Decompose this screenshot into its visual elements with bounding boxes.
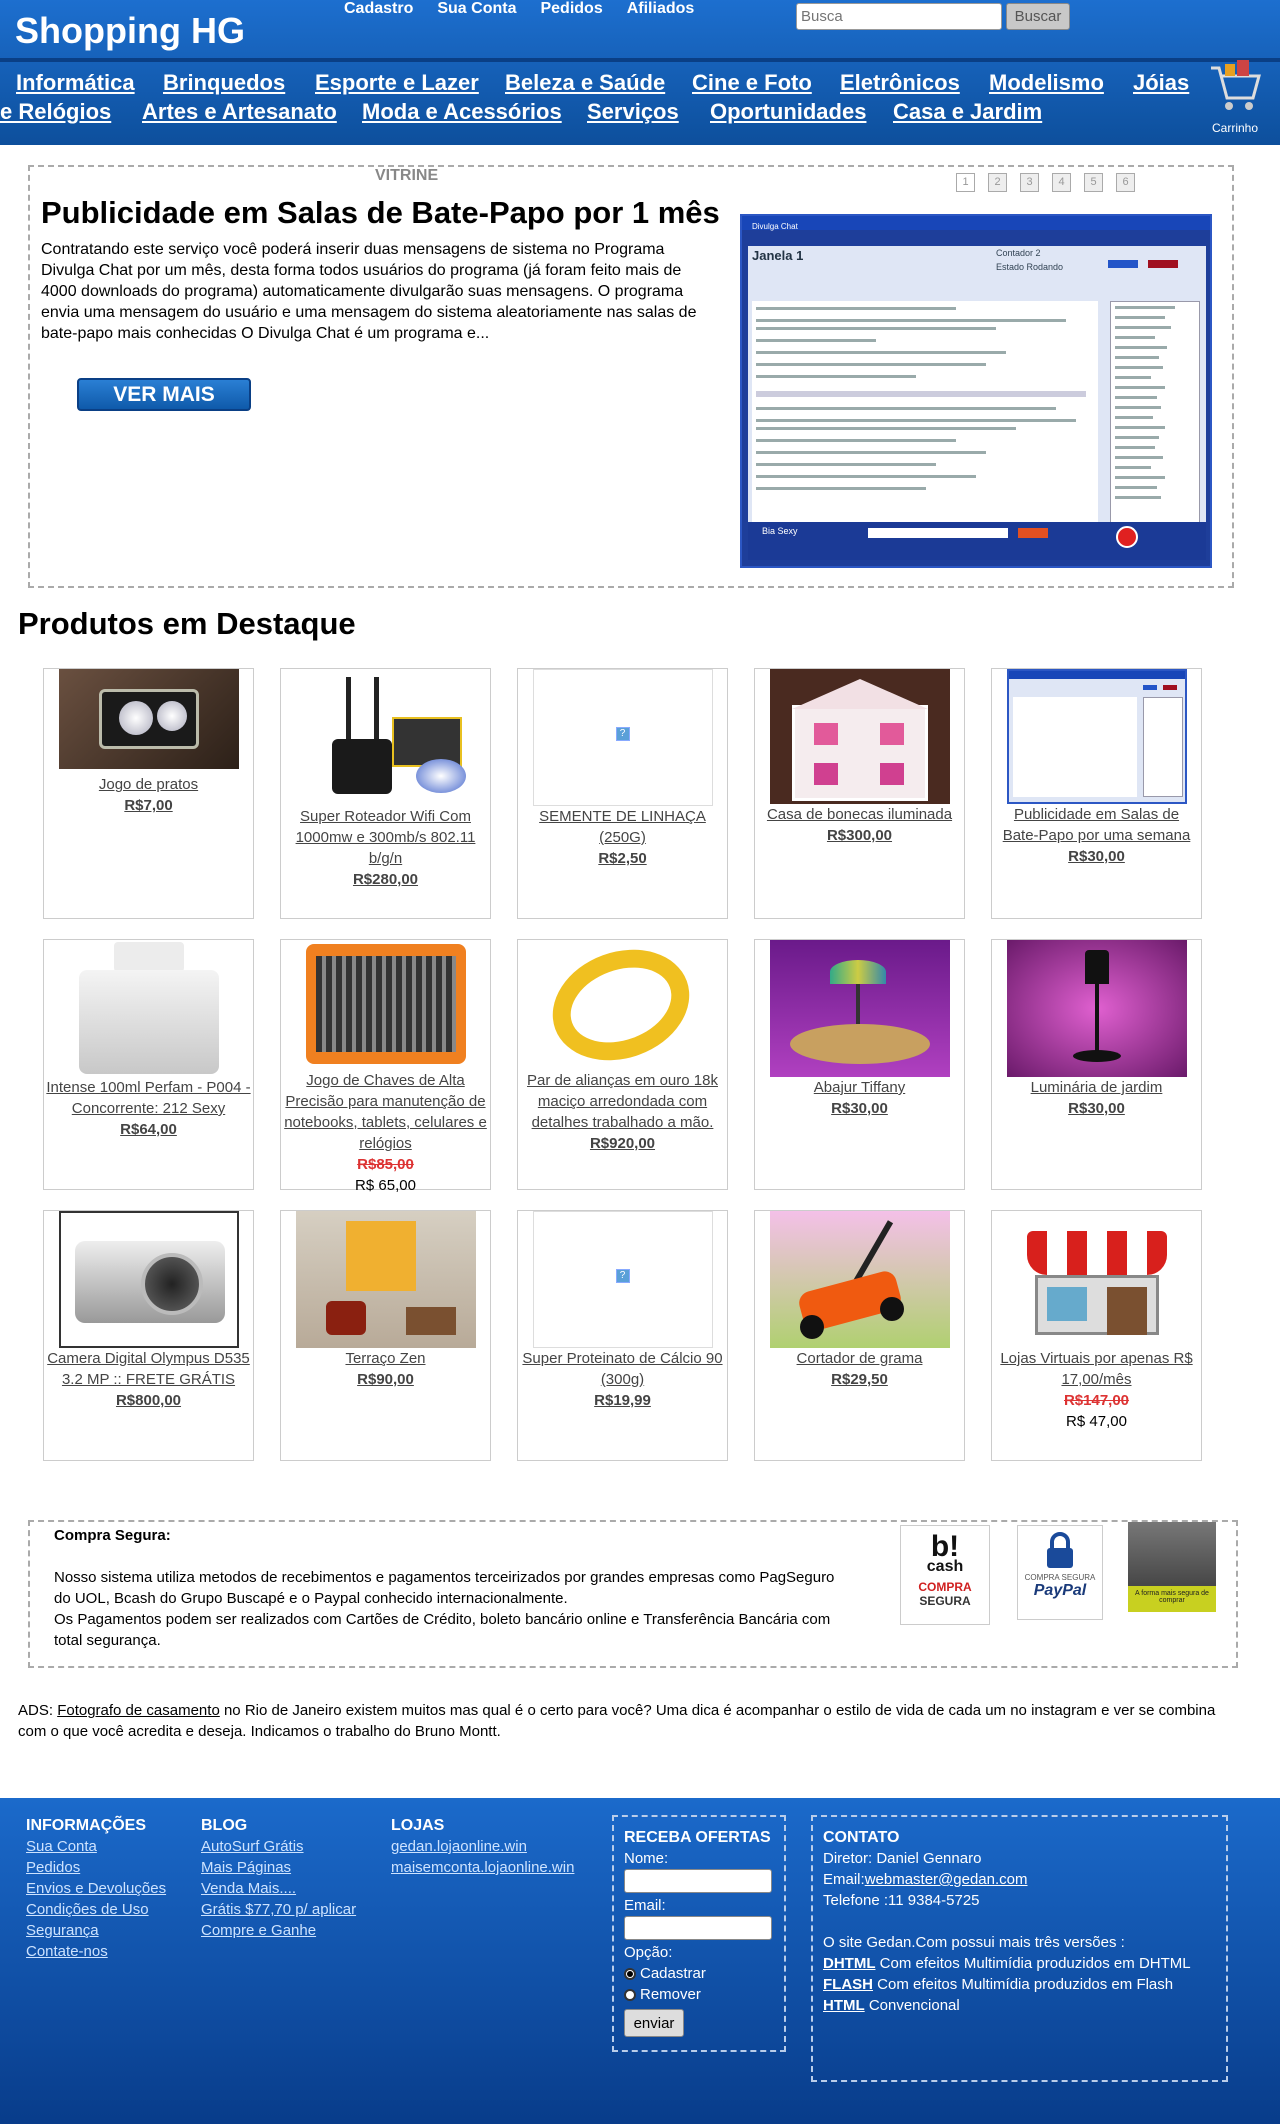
product-new-price: R$ 65,00 xyxy=(355,1177,416,1194)
product-image-virtual-store[interactable] xyxy=(1007,1211,1187,1348)
product-image-chat[interactable] xyxy=(1007,669,1187,804)
product-card[interactable] xyxy=(754,939,965,1190)
product-name[interactable]: Lojas Virtuais por apenas R$ 17,00/mês xyxy=(1000,1350,1193,1388)
footer-info xyxy=(26,1815,166,1962)
cart-label: Carrinho xyxy=(1211,121,1259,135)
contact-title: CONTATO xyxy=(823,1829,900,1846)
lock-icon xyxy=(1043,1532,1077,1570)
product-card[interactable] xyxy=(517,668,728,919)
footer-link[interactable]: Condições de Uso xyxy=(26,1901,149,1918)
product-name[interactable]: Luminária de jardim xyxy=(1030,1079,1163,1096)
footer-link[interactable]: Contate-nos xyxy=(26,1943,108,1960)
footer-link[interactable]: Segurança xyxy=(26,1922,99,1939)
site-footer xyxy=(0,1798,1280,2124)
secure-text xyxy=(54,1567,844,1651)
cart-icon xyxy=(1207,58,1263,118)
search-button[interactable]: Buscar xyxy=(1006,3,1070,30)
email-label: Email: xyxy=(624,1897,666,1914)
pager-6[interactable]: 6 xyxy=(1116,173,1135,192)
nav-afiliados[interactable]: Afiliados xyxy=(626,0,695,17)
secure-text-2: Os Pagamentos podem ser realizados com Cartões de Crédito, boleto bancário online e Transferência Bancária com total segurança. xyxy=(54,1611,831,1649)
product-price: R$29,50 xyxy=(831,1371,888,1388)
newsletter-email-input[interactable] xyxy=(624,1916,772,1940)
footer-link[interactable]: Pedidos xyxy=(26,1859,81,1876)
product-old-price: R$85,00 xyxy=(357,1156,414,1173)
contact-director: Diretor: Daniel Gennaro xyxy=(823,1850,982,1867)
version-flash-link[interactable]: FLASH xyxy=(823,1976,873,1993)
product-image-screwdriver-kit[interactable] xyxy=(296,940,476,1070)
name-label: Nome: xyxy=(624,1850,669,1867)
app-body: Janela 1 Contador 2 Estado Rodando xyxy=(748,246,1206,556)
site-header xyxy=(0,0,1280,145)
pager-4[interactable]: 4 xyxy=(1052,173,1071,192)
product-card[interactable] xyxy=(280,939,491,1194)
ads-link[interactable]: Fotografo de casamento xyxy=(57,1702,220,1719)
product-price: R$30,00 xyxy=(831,1100,888,1117)
nav-cadastro[interactable]: Cadastro xyxy=(344,0,414,17)
contact-email: Email:webmaster@gedan.com xyxy=(823,1871,1028,1888)
product-name[interactable]: Casa de bonecas iluminada xyxy=(766,806,953,823)
product-card[interactable] xyxy=(43,1210,254,1461)
product-name[interactable]: Intense 100ml Perfam - P004 - Concorrente: 212 Sexy xyxy=(46,1079,251,1117)
product-price: R$300,00 xyxy=(826,827,893,844)
user-list-icon xyxy=(1111,302,1201,527)
newsletter-name-input[interactable] xyxy=(624,1869,772,1893)
pager-2[interactable]: 2 xyxy=(988,173,1007,192)
footer-link[interactable]: AutoSurf Grátis xyxy=(201,1838,304,1855)
footer-link[interactable]: Mais Páginas xyxy=(201,1859,292,1876)
bcash-badge[interactable]: b! cash COMPRA SEGURA xyxy=(900,1525,990,1625)
product-image-garden-light[interactable] xyxy=(1007,940,1187,1077)
versions-intro: O site Gedan.Com possui mais três versões : xyxy=(823,1934,1125,1951)
contact-email-link[interactable]: webmaster@gedan.com xyxy=(864,1871,1028,1888)
footer-stores xyxy=(391,1815,574,1878)
category-joias[interactable]: Jóias xyxy=(1133,70,1190,95)
category-beleza-saude[interactable]: Beleza e Saúde xyxy=(505,70,666,95)
category-eletronicos[interactable]: Eletrônicos xyxy=(840,70,960,95)
search-input[interactable] xyxy=(796,3,1002,30)
contact-phone: Telefone :11 9384-5725 xyxy=(823,1892,980,1909)
nav-pedidos[interactable]: Pedidos xyxy=(540,0,603,17)
product-card[interactable] xyxy=(754,1210,965,1461)
product-name[interactable]: Jogo de pratos xyxy=(98,776,199,793)
category-moda[interactable]: Moda e Acessórios xyxy=(362,99,562,124)
product-card[interactable] xyxy=(517,939,728,1190)
product-price: R$19,99 xyxy=(594,1392,651,1409)
app-bottom-bar: Bia Sexy xyxy=(748,522,1206,560)
product-price: R$30,00 xyxy=(1068,1100,1125,1117)
category-cine-foto[interactable]: Cine e Foto xyxy=(692,70,812,95)
product-name[interactable]: Terraço Zen xyxy=(345,1350,426,1367)
product-card[interactable] xyxy=(991,1210,1202,1461)
showcase-description: Contratando este serviço você poderá inserir duas mensagens de sistema no Programa Divulga Chat por um mês, desta forma todos usuários do programa (já foram feito mais de 4000 downloads do programa) automaticamente divulgarão suas mensagens. O programa envia uma mensagem do usuário e uma mensagem do sistema aleatoriamente nas salas de bate-papo mais conhecidas O Divulga Chat é um programa e... xyxy=(41,241,697,342)
category-servicos[interactable]: Serviços xyxy=(587,99,679,124)
showcase-box xyxy=(28,165,1234,588)
product-image-lamp[interactable] xyxy=(770,940,950,1077)
product-card[interactable] xyxy=(43,939,254,1190)
footer-stores-title: LOJAS xyxy=(391,1817,445,1834)
product-new-price: R$ 47,00 xyxy=(1066,1413,1127,1430)
footer-blog-title: BLOG xyxy=(201,1817,248,1834)
product-card[interactable] xyxy=(43,668,254,919)
see-more-button[interactable]: VER MAIS xyxy=(77,378,251,411)
top-nav xyxy=(344,0,694,18)
pagseguro-badge[interactable]: A forma mais segura de comprar xyxy=(1128,1522,1216,1612)
ads-prefix: ADS: xyxy=(18,1702,54,1719)
category-oportunidades[interactable]: Oportunidades xyxy=(710,99,867,124)
product-image-perfume[interactable] xyxy=(59,940,239,1077)
footer-link[interactable]: Sua Conta xyxy=(26,1838,97,1855)
version-html-link[interactable]: HTML xyxy=(823,1997,865,2014)
product-price: R$280,00 xyxy=(352,871,419,888)
footer-link[interactable]: Compre e Ganhe xyxy=(201,1922,317,1939)
product-price: R$90,00 xyxy=(357,1371,414,1388)
site-logo[interactable]: Shopping HG xyxy=(15,10,245,51)
category-artes[interactable]: Artes e Artesanato xyxy=(142,99,337,124)
footer-link[interactable]: Venda Mais.... xyxy=(201,1880,297,1897)
product-price: R$2,50 xyxy=(598,850,647,867)
pager-1[interactable]: 1 xyxy=(956,173,975,192)
radio-off-icon xyxy=(624,1989,636,2001)
broken-image-icon: ? xyxy=(616,1269,630,1283)
footer-info-title: INFORMAÇÕES xyxy=(26,1817,146,1834)
featured-heading: Produtos em Destaque xyxy=(18,606,356,641)
product-old-price: R$147,00 xyxy=(1063,1392,1130,1409)
product-image-zen[interactable] xyxy=(296,1211,476,1348)
category-modelismo[interactable]: Modelismo xyxy=(989,70,1104,95)
footer-link[interactable]: gedan.lojaonline.win xyxy=(391,1838,527,1855)
product-card[interactable] xyxy=(991,939,1202,1190)
product-name[interactable]: Camera Digital Olympus D535 3.2 MP :: FRETE GRÁTIS xyxy=(47,1350,250,1388)
showcase-pager xyxy=(956,173,1135,192)
newsletter-title: RECEBA OFERTAS xyxy=(624,1829,771,1846)
product-price: R$800,00 xyxy=(115,1392,182,1409)
product-name[interactable]: Par de alianças em ouro 18k maciço arredondada com detalhes trabalhado a mão. xyxy=(527,1072,718,1131)
footer-blog xyxy=(201,1815,356,1941)
category-casa-jardim[interactable]: Casa e Jardim xyxy=(893,99,1043,124)
product-image-mower[interactable] xyxy=(770,1211,950,1348)
product-card[interactable] xyxy=(991,668,1202,919)
version-dhtml-link[interactable]: DHTML xyxy=(823,1955,876,1972)
contact-box: CONTATO Diretor: Daniel Gennaro Email:webmaster@gedan.com Telefone :11 9384-5725 O site Gedan.Com possui mais três versões : DHTML Com efeitos Multimídia produzidos em DHTML FLASH Com efeitos Multimídia produzidos em Flash HTML Convencional xyxy=(811,1815,1228,2082)
product-name[interactable]: Jogo de Chaves de Alta Precisão para manutenção de notebooks, tablets, celulares e relógios xyxy=(284,1072,487,1152)
paypal-badge[interactable]: COMPRA SEGURA PayPal xyxy=(1017,1525,1103,1620)
product-image-plates[interactable] xyxy=(59,669,239,769)
product-name[interactable]: Cortador de grama xyxy=(796,1350,923,1367)
product-name[interactable]: SEMENTE DE LINHAÇA (250G) xyxy=(539,808,706,846)
product-image-dollhouse[interactable] xyxy=(770,669,950,804)
showcase-image[interactable] xyxy=(740,214,1212,568)
header-divider xyxy=(0,58,1280,62)
product-image-placeholder[interactable] xyxy=(533,669,713,806)
product-price: R$920,00 xyxy=(589,1135,656,1152)
product-name[interactable]: Abajur Tiffany xyxy=(813,1079,906,1096)
radio-remover[interactable]: Remover xyxy=(624,1984,774,2005)
showcase-title[interactable]: Publicidade em Salas de Bate-Papo por 1 mês xyxy=(41,195,720,230)
ads-body: no Rio de Janeiro existem muitos mas qual é o certo para você? Uma dica é acompanhar o estilo de vida de cada um no instagram e ver se combina com o que você acredita e deseja. Indicamos o trabalho do Bruno Montt. xyxy=(18,1702,1216,1740)
app-messages xyxy=(752,301,1098,526)
product-price: R$64,00 xyxy=(120,1121,177,1138)
footer-link[interactable]: Grátis $77,70 p/ aplicar xyxy=(201,1901,357,1918)
cart-button[interactable] xyxy=(1200,58,1270,135)
product-price: R$30,00 xyxy=(1068,848,1125,865)
product-image-rings[interactable] xyxy=(533,940,713,1070)
category-esporte-lazer[interactable]: Esporte e Lazer xyxy=(315,70,479,95)
option-label: Opção: xyxy=(624,1944,673,1961)
product-card[interactable] xyxy=(280,668,491,919)
product-card[interactable] xyxy=(280,1210,491,1461)
secure-title: Compra Segura: xyxy=(54,1527,171,1544)
product-card[interactable] xyxy=(517,1210,728,1461)
app-userlist xyxy=(1110,301,1200,526)
footer-link[interactable]: maisemconta.lojaonline.win xyxy=(391,1859,575,1876)
radio-cadastrar[interactable]: Cadastrar xyxy=(624,1963,774,1984)
secure-purchase-box xyxy=(28,1520,1238,1668)
product-name[interactable]: Publicidade em Salas de Bate-Papo por uma semana xyxy=(1002,806,1191,844)
category-informatica[interactable]: Informática xyxy=(16,70,135,95)
product-image-placeholder[interactable] xyxy=(533,1211,713,1348)
broken-image-icon: ? xyxy=(616,727,630,741)
product-image-router[interactable] xyxy=(296,669,476,806)
category-relogios[interactable]: e Relógios xyxy=(0,99,112,124)
radio-on-icon xyxy=(624,1968,636,1980)
product-card[interactable] xyxy=(754,668,965,919)
secure-text-1: Nosso sistema utiliza metodos de recebimentos e pagamentos terceirizados por grandes empresas como PagSeguro do UOL, Bcash do Grupo Buscapé e o Paypal conhecido internacionalmente. xyxy=(54,1569,835,1607)
category-brinquedos[interactable]: Brinquedos xyxy=(163,70,286,95)
nav-sua-conta[interactable]: Sua Conta xyxy=(437,0,517,17)
chat-lines-icon xyxy=(752,301,1098,526)
pager-3[interactable]: 3 xyxy=(1020,173,1039,192)
product-name[interactable]: Super Proteinato de Cálcio 90 (300g) xyxy=(522,1350,723,1388)
product-price: R$7,00 xyxy=(124,797,173,814)
newsletter-box xyxy=(612,1815,786,2052)
pager-5[interactable]: 5 xyxy=(1084,173,1103,192)
product-name[interactable]: Super Roteador Wifi Com 1000mw e 300mb/s 802.11 b/g/n xyxy=(295,808,476,867)
ads-text xyxy=(18,1700,1243,1742)
app-titlebar: Divulga Chat xyxy=(742,216,1210,230)
showcase-tag: VITRINE xyxy=(375,167,439,184)
send-button[interactable]: enviar xyxy=(624,2009,684,2037)
product-image-camera[interactable] xyxy=(59,1211,239,1348)
footer-link[interactable]: Envios e Devoluções xyxy=(26,1880,167,1897)
